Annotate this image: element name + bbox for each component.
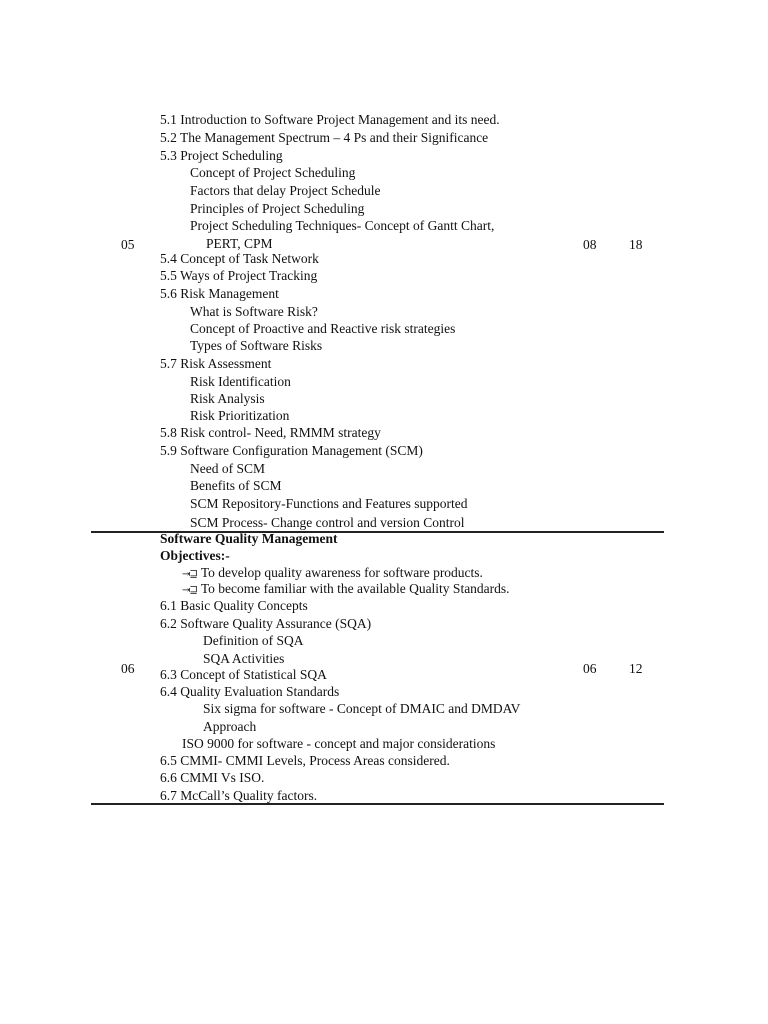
subtopic-line: Need of SCM (190, 461, 265, 476)
subtopic-line: SQA Activities (203, 651, 285, 666)
subtopic-line: Risk Prioritization (190, 408, 290, 423)
subtopic-line: Benefits of SCM (190, 478, 282, 493)
subtopic-line: Concept of Proactive and Reactive risk strategies (190, 321, 456, 336)
topic-line: 5.8 Risk control- Need, RMMM strategy (160, 425, 381, 440)
row-divider (91, 803, 664, 805)
subtopic-line: Types of Software Risks (190, 338, 323, 353)
lecture-hours: 06 (583, 661, 597, 676)
topic-line: 6.1 Basic Quality Concepts (160, 598, 308, 613)
objectives-label: Objectives:- (160, 548, 230, 563)
subtopic-line: Risk Identification (190, 374, 291, 389)
unit-number: 06 (121, 661, 135, 676)
topic-line: 5.3 Project Scheduling (160, 148, 283, 163)
unit-number: 05 (121, 237, 135, 252)
marks: 12 (629, 661, 643, 676)
topic-line: 5.5 Ways of Project Tracking (160, 268, 318, 283)
topic-line: 6.2 Software Quality Assurance (SQA) (160, 616, 372, 631)
lecture-hours: 08 (583, 237, 597, 252)
subtopic-line: Approach (203, 719, 257, 734)
subtopic-line: Six sigma for software - Concept of DMAIC and DMDAV (203, 701, 521, 716)
topic-line: 6.3 Concept of Statistical SQA (160, 667, 327, 682)
topic-line: 5.1 Introduction to Software Project Management and its need. (160, 112, 500, 127)
subtopic-line: Risk Analysis (190, 391, 265, 406)
bullet-icon: ⇥⊒ (182, 569, 197, 580)
subtopic-line: Concept of Project Scheduling (190, 165, 356, 180)
topic-line: 6.7 McCall’s Quality factors. (160, 788, 318, 803)
marks: 18 (629, 237, 643, 252)
topic-line: 5.9 Software Configuration Management (SCM) (160, 443, 423, 458)
subtopic-line: ISO 9000 for software - concept and major considerations (182, 736, 496, 751)
topic-line: 5.2 The Management Spectrum – 4 Ps and their Significance (160, 130, 489, 145)
topic-line: 6.4 Quality Evaluation Standards (160, 684, 340, 699)
subtopic-line: SCM Process- Change control and version Control (190, 515, 465, 530)
topic-line: 5.6 Risk Management (160, 286, 279, 301)
topic-line: 6.5 CMMI- CMMI Levels, Process Areas considered. (160, 753, 450, 768)
topic-line: 5.7 Risk Assessment (160, 356, 272, 371)
subtopic-line: What is Software Risk? (190, 304, 318, 319)
subtopic-line: PERT, CPM (206, 236, 273, 251)
bullet-icon: ⇥⊒ (182, 585, 197, 596)
topic-line: 6.6 CMMI Vs ISO. (160, 770, 265, 785)
subtopic-line: SCM Repository-Functions and Features supported (190, 496, 468, 511)
topic-line: 5.4 Concept of Task Network (160, 251, 319, 266)
subtopic-line: Principles of Project Scheduling (190, 201, 365, 216)
subtopic-line: Definition of SQA (203, 633, 304, 648)
subtopic-line: Project Scheduling Techniques- Concept of Gantt Chart, (190, 218, 495, 233)
subtopic-line: Factors that delay Project Schedule (190, 183, 381, 198)
objective-text: To become familiar with the available Quality Standards. (200, 581, 510, 596)
objective-text: To develop quality awareness for software products. (200, 565, 483, 580)
unit-title: Software Quality Management (160, 531, 338, 546)
